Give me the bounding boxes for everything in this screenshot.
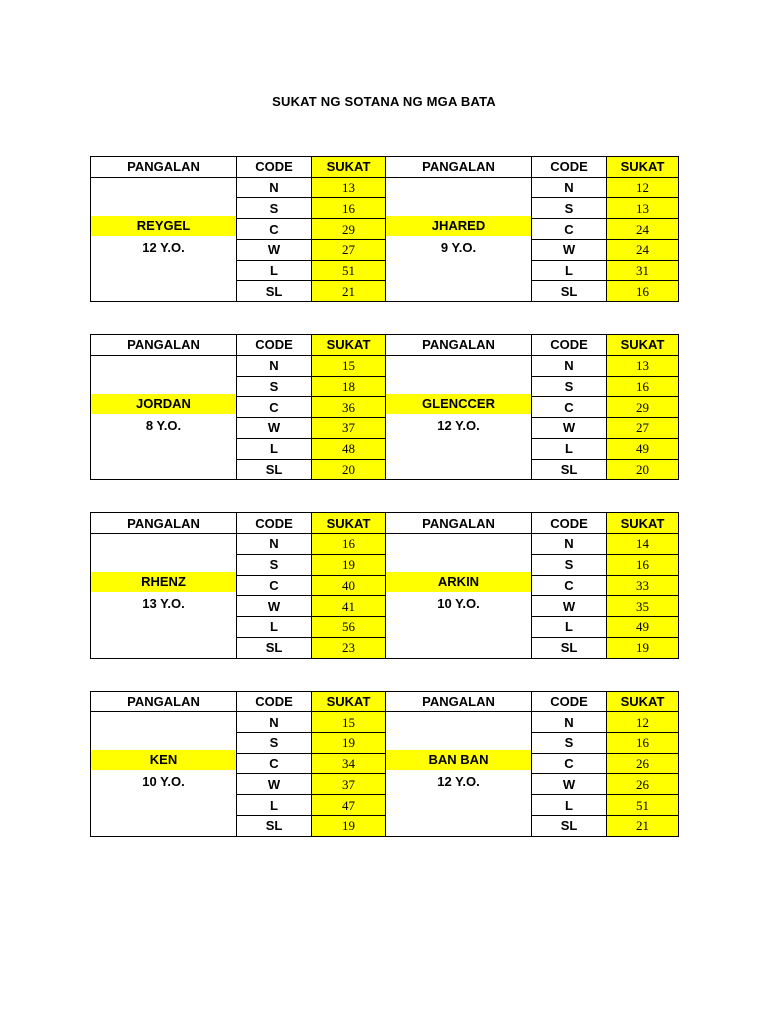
measurement-value: 33 xyxy=(607,575,679,596)
child-name: BAN BAN xyxy=(386,750,531,770)
measurement-code: N xyxy=(532,533,607,554)
child-name: ARKIN xyxy=(386,572,531,592)
child-name: JORDAN xyxy=(91,394,236,414)
measurement-code: N xyxy=(237,177,312,198)
measurement-code: L xyxy=(532,260,607,281)
measurement-code: C xyxy=(532,219,607,240)
measurement-code: C xyxy=(237,219,312,240)
measurement-code: L xyxy=(237,260,312,281)
child-age: 8 Y.O. xyxy=(145,417,182,433)
child-info-cell xyxy=(91,355,237,480)
measurement-value: 21 xyxy=(607,815,679,836)
measurement-code: SL xyxy=(532,281,607,302)
measurement-code: W xyxy=(237,418,312,439)
measurement-table xyxy=(90,691,679,837)
measurement-code: S xyxy=(237,732,312,753)
table-header-row xyxy=(91,157,679,178)
code-header: CODE xyxy=(237,691,312,712)
table-row xyxy=(91,712,679,733)
measurement-table xyxy=(90,156,679,302)
measurement-code: C xyxy=(532,397,607,418)
measurement-value: 16 xyxy=(607,732,679,753)
name-header: PANGALAN xyxy=(386,335,532,356)
measurement-code: SL xyxy=(532,815,607,836)
measurement-value: 18 xyxy=(312,376,386,397)
measurement-code: L xyxy=(532,795,607,816)
name-header: PANGALAN xyxy=(91,157,237,178)
measurement-code: W xyxy=(532,596,607,617)
name-header: PANGALAN xyxy=(386,513,532,534)
code-header: CODE xyxy=(532,335,607,356)
measurement-value: 29 xyxy=(312,219,386,240)
measurement-value: 16 xyxy=(607,281,679,302)
measurement-code: W xyxy=(532,418,607,439)
measurement-code: S xyxy=(237,198,312,219)
child-age: 12 Y.O. xyxy=(437,774,480,790)
measurement-value: 49 xyxy=(607,617,679,638)
name-header: PANGALAN xyxy=(386,157,532,178)
measurement-value: 27 xyxy=(312,239,386,260)
measurement-value: 13 xyxy=(607,355,679,376)
measurement-code: W xyxy=(237,774,312,795)
measurement-code: S xyxy=(532,376,607,397)
measurement-code: SL xyxy=(532,459,607,480)
child-info-cell xyxy=(386,177,532,302)
measurement-value: 24 xyxy=(607,239,679,260)
child-age: 13 Y.O. xyxy=(142,595,185,611)
measurement-value: 36 xyxy=(312,397,386,418)
code-header: CODE xyxy=(532,691,607,712)
measurement-code: W xyxy=(237,596,312,617)
measurement-value: 12 xyxy=(607,177,679,198)
measurement-value: 13 xyxy=(607,198,679,219)
measurement-value: 15 xyxy=(312,712,386,733)
measurement-code: C xyxy=(237,753,312,774)
sukat-header: SUKAT xyxy=(607,691,679,712)
sukat-header: SUKAT xyxy=(607,513,679,534)
measurement-value: 16 xyxy=(607,376,679,397)
measurement-code: SL xyxy=(237,459,312,480)
measurement-value: 40 xyxy=(312,575,386,596)
measurement-code: W xyxy=(532,239,607,260)
measurement-code: L xyxy=(237,795,312,816)
measurement-code: S xyxy=(237,554,312,575)
measurement-code: L xyxy=(237,438,312,459)
page-title: SUKAT NG SOTANA NG MGA BATA xyxy=(272,94,496,109)
measurement-value: 56 xyxy=(312,617,386,638)
child-name: JHARED xyxy=(386,216,531,236)
child-age: 10 Y.O. xyxy=(437,595,480,611)
child-info-cell xyxy=(386,712,532,837)
child-name: GLENCCER xyxy=(386,394,531,414)
measurement-value: 20 xyxy=(312,459,386,480)
measurement-value: 41 xyxy=(312,596,386,617)
table-row xyxy=(91,177,679,198)
measurement-value: 12 xyxy=(607,712,679,733)
measurement-value: 16 xyxy=(312,533,386,554)
measurement-code: SL xyxy=(532,637,607,658)
child-name: KEN xyxy=(91,750,236,770)
measurement-code: N xyxy=(237,355,312,376)
measurement-value: 19 xyxy=(312,732,386,753)
child-name: RHENZ xyxy=(91,572,236,592)
child-age: 12 Y.O. xyxy=(142,239,185,255)
code-header: CODE xyxy=(237,513,312,534)
child-name: REYGEL xyxy=(91,216,236,236)
measurement-code: SL xyxy=(237,637,312,658)
measurement-value: 37 xyxy=(312,774,386,795)
table-header-row xyxy=(91,335,679,356)
measurement-value: 29 xyxy=(607,397,679,418)
code-header: CODE xyxy=(532,513,607,534)
measurement-code: S xyxy=(532,198,607,219)
sukat-header: SUKAT xyxy=(607,157,679,178)
table-row xyxy=(91,533,679,554)
measurement-value: 14 xyxy=(607,533,679,554)
measurement-code: N xyxy=(237,533,312,554)
measurement-value: 37 xyxy=(312,418,386,439)
measurement-value: 35 xyxy=(607,596,679,617)
measurement-value: 15 xyxy=(312,355,386,376)
measurement-value: 19 xyxy=(607,637,679,658)
measurement-code: L xyxy=(532,617,607,638)
child-info-cell xyxy=(386,355,532,480)
sukat-header: SUKAT xyxy=(312,513,386,534)
table-header-row xyxy=(91,691,679,712)
sukat-header: SUKAT xyxy=(312,335,386,356)
measurement-value: 23 xyxy=(312,637,386,658)
measurement-value: 47 xyxy=(312,795,386,816)
measurement-code: S xyxy=(532,732,607,753)
measurement-table xyxy=(90,512,679,658)
measurement-code: C xyxy=(237,575,312,596)
measurement-code: C xyxy=(532,575,607,596)
measurement-code: L xyxy=(532,438,607,459)
measurement-value: 51 xyxy=(607,795,679,816)
measurement-value: 21 xyxy=(312,281,386,302)
sukat-header: SUKAT xyxy=(607,335,679,356)
table-row xyxy=(91,355,679,376)
name-header: PANGALAN xyxy=(386,691,532,712)
child-info-cell xyxy=(386,533,532,658)
measurement-code: W xyxy=(237,239,312,260)
measurement-code: N xyxy=(532,355,607,376)
child-info-cell xyxy=(91,177,237,302)
measurement-value: 48 xyxy=(312,438,386,459)
measurement-code: N xyxy=(532,712,607,733)
measurement-value: 13 xyxy=(312,177,386,198)
measurement-value: 26 xyxy=(607,753,679,774)
measurement-value: 16 xyxy=(312,198,386,219)
measurement-value: 24 xyxy=(607,219,679,240)
measurement-value: 31 xyxy=(607,260,679,281)
measurement-code: S xyxy=(532,554,607,575)
measurement-value: 19 xyxy=(312,554,386,575)
name-header: PANGALAN xyxy=(91,335,237,356)
measurement-code: S xyxy=(237,376,312,397)
table-header-row xyxy=(91,513,679,534)
name-header: PANGALAN xyxy=(91,691,237,712)
measurement-code: W xyxy=(532,774,607,795)
measurement-code: C xyxy=(237,397,312,418)
measurement-code: N xyxy=(532,177,607,198)
measurement-value: 19 xyxy=(312,815,386,836)
child-info-cell xyxy=(91,712,237,837)
measurement-code: SL xyxy=(237,815,312,836)
measurement-value: 51 xyxy=(312,260,386,281)
name-header: PANGALAN xyxy=(91,513,237,534)
measurement-code: L xyxy=(237,617,312,638)
measurement-value: 20 xyxy=(607,459,679,480)
child-age: 9 Y.O. xyxy=(440,239,477,255)
measurement-code: SL xyxy=(237,281,312,302)
measurement-value: 26 xyxy=(607,774,679,795)
measurement-code: N xyxy=(237,712,312,733)
measurement-value: 34 xyxy=(312,753,386,774)
code-header: CODE xyxy=(237,157,312,178)
sukat-header: SUKAT xyxy=(312,691,386,712)
measurement-code: C xyxy=(532,753,607,774)
child-info-cell xyxy=(91,533,237,658)
code-header: CODE xyxy=(532,157,607,178)
code-header: CODE xyxy=(237,335,312,356)
sukat-header: SUKAT xyxy=(312,157,386,178)
measurement-tables xyxy=(90,156,678,869)
child-age: 10 Y.O. xyxy=(142,774,185,790)
measurement-value: 27 xyxy=(607,418,679,439)
measurement-value: 16 xyxy=(607,554,679,575)
measurement-value: 49 xyxy=(607,438,679,459)
measurement-table xyxy=(90,334,679,480)
child-age: 12 Y.O. xyxy=(437,417,480,433)
